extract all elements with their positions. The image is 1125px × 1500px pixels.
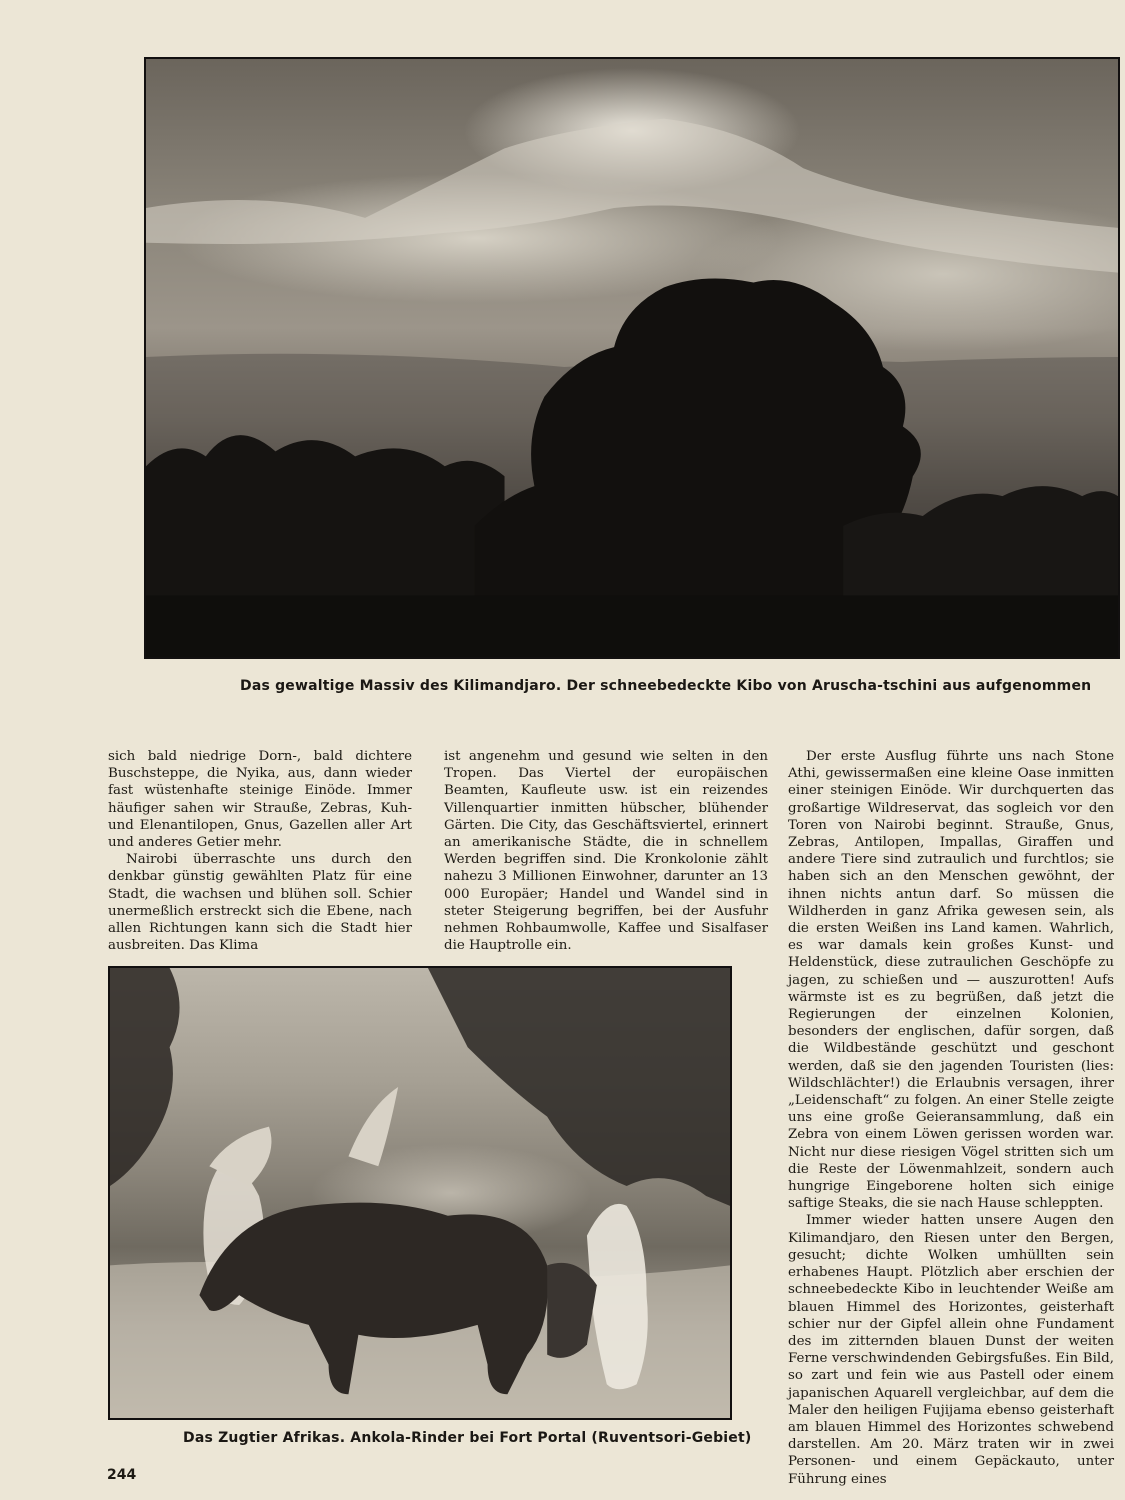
photo-ankole-cattle: [108, 966, 732, 1420]
paragraph: Nairobi überraschte uns durch den denkbar günstig gewählten Platz für eine Stadt, die wachsen und blühen soll. Schier unermeßlich erstreckt sich die Ebene, nach allen Richtungen kann sich die Stadt hier ausbreiten. Das Klima: [108, 852, 412, 954]
text-column-3: [788, 748, 1114, 1488]
page-number: 244: [107, 1467, 137, 1483]
ankole-cattle-scene-graphic: [110, 968, 730, 1418]
text-column-1: [108, 748, 412, 954]
kilimanjaro-scene-graphic: [146, 59, 1118, 657]
caption-ankole-cattle: Das Zugtier Afrikas. Ankola-Rinder bei Fort Portal (Ruventsori-Gebiet): [183, 1430, 752, 1446]
paragraph: ist angenehm und gesund wie selten in den Tropen. Das Viertel der europäischen Beamten, Kaufleute usw. ist ein reizendes Villenquartier inmitten hübscher, blühender Gärten. Die City, das Geschäftsviertel, erinnert an amerikanische Städte, die in schnellem Werden begriffen sind. Die Kronkolonie zählt nahezu 3 Millionen Einwohner, darunter an 13 000 Europäer; Handel und Wandel sind in steter Steigerung begriffen, bei der Ausfuhr nehmen Rohbaumwolle, Kaffee und Sisalfaser die Hauptrolle ein.: [444, 749, 768, 954]
photo-kilimanjaro: [144, 57, 1120, 659]
caption-kilimanjaro: Das gewaltige Massiv des Kilimandjaro. Der schneebedeckte Kibo von Aruscha-tschini aus aufgenommen: [240, 678, 1092, 694]
text-column-2: [444, 748, 768, 954]
paragraph: Der erste Ausflug führte uns nach Stone Athi, gewissermaßen eine kleine Oase inmitten einer steinigen Einöde. Wir durchquerten das großartige Wildreservat, das sogleich vor den Toren von Nairobi beginnt. Strauße, Gnus, Zebras, Antilopen, Impallas, Giraffen und andere Tiere sind zutraulich und furchtlos; sie haben sich an den Menschen gewöhnt, der ihnen nichts antun darf. So müssen die Wildherden in ganz Afrika gewesen sein, als die ersten Weißen ins Land kamen. Wahrlich, es war damals kein großes Kunst- und Heldenstück, diese zutraulichen Geschöpfe zu jagen, zu schießen und — auszurotten! Aufs wärmste ist es zu begrüßen, daß jetzt die Regierungen der einzelnen Kolonien, besonders der englischen, dafür sorgen, daß die Wildbestände geschützt und geschont werden, daß sie den jagenden Touristen (lies: Wildschlächter!) die Erlaubnis versagen, ihrer „Leidenschaft“ zu folgen. An einer Stelle zeigte uns eine große Geieransammlung, daß ein Zebra von einem Löwen gerissen worden war. Nicht nur diese riesigen Vögel stritten sich um die Reste der Löwenmahlzeit, sondern auch hungrige Eingeborene holten sich einige saftige Steaks, die sie nach Hause schleppten.: [788, 749, 1114, 1212]
paragraph: Immer wieder hatten unsere Augen den Kilimandjaro, den Riesen unter den Bergen, gesucht; dichte Wolken umhüllten sein erhabenes Haupt. Plötzlich aber erschien der schneebedeckte Kibo in leuchtender Weiße am blauen Himmel des Horizontes, geisterhaft schier nur der Gipfel allein ohne Fundament des im zitternden blauen Dunst der weiten Ferne verschwindenden Gebirgsfußes. Ein Bild, so zart und fein wie aus Pastell oder einem japanischen Aquarell vergleichbar, auf dem die Maler den heiligen Fujijama ebenso geisterhaft am blauen Himmel des Horizontes schwebend darstellen. Am 20. März traten wir in zwei Personen- und einem Gepäckauto, unter Führung eines: [788, 1213, 1114, 1487]
paragraph: sich bald niedrige Dorn-, bald dichtere Buschsteppe, die Nyika, aus, dann wieder fast wüstenhafte steinige Einöde. Immer häufiger sahen wir Strauße, Zebras, Kuh- und Elenantilopen, Gnus, Gazellen aller Art und anderes Getier mehr.: [108, 749, 412, 851]
